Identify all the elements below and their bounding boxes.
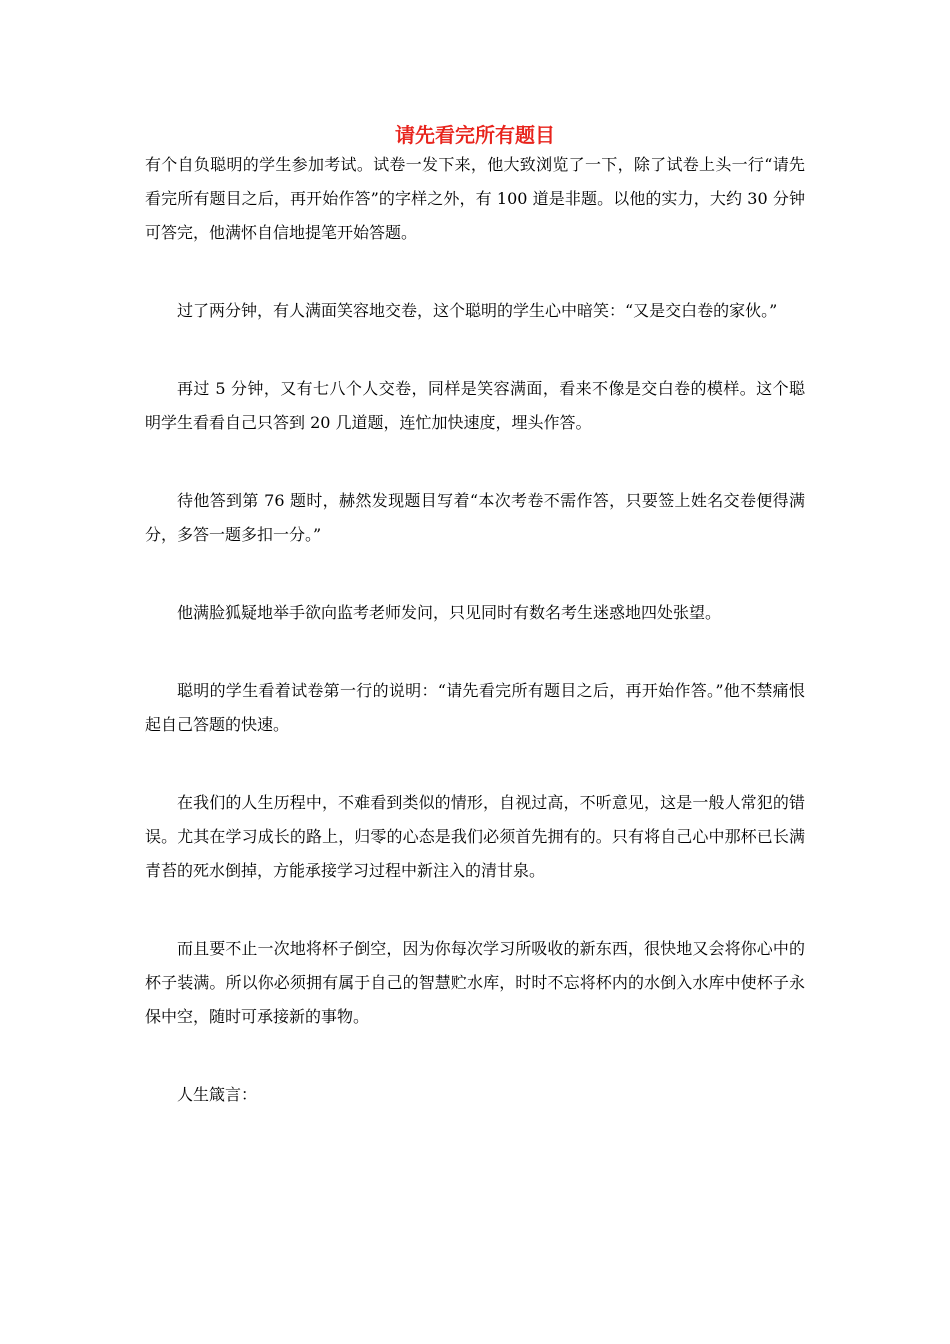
paragraph: 在我们的人生历程中，不难看到类似的情形，自视过高，不听意见，这是一般人常犯的错误。尤其在学习成长的路上，归零的心态是我们必须首先拥有的。只有将自己心中那杯已长满青苔的死水倒掉，方能承接学习过程中新注入的清甘泉。 bbox=[145, 793, 805, 880]
paragraph: 过了两分钟，有人满面笑容地交卷，这个聪明的学生心中暗笑：“又是交白卷的家伙。” bbox=[177, 301, 778, 320]
document-title: 请先看完所有题目 bbox=[395, 123, 555, 147]
paragraph: 再过 5 分钟，又有七八个人交卷，同样是笑容满面，看来不像是交白卷的模样。这个聪明学生看看自己只答到 20 几道题，连忙加快速度，埋头作答。 bbox=[145, 379, 805, 432]
paragraph: 而且要不止一次地将杯子倒空，因为你每次学习所吸收的新东西，很快地又会将你心中的杯子装满。所以你必须拥有属于自己的智慧贮水库，时时不忘将杯内的水倒入水库中使杯子永保中空，随时可承接新的事物。 bbox=[145, 939, 805, 1026]
document-body bbox=[145, 148, 805, 1112]
paragraph: 他满脸狐疑地举手欲向监考老师发问，只见同时有数名考生迷惑地四处张望。 bbox=[177, 603, 722, 622]
paragraph: 待他答到第 76 题时，赫然发现题目写着“本次考卷不需作答，只要签上姓名交卷便得满分，多答一题多扣一分。” bbox=[145, 491, 805, 544]
paragraph: 人生箴言： bbox=[177, 1085, 258, 1104]
paragraph: 聪明的学生看着试卷第一行的说明：“请先看完所有题目之后，再开始作答。”他不禁痛恨起自己答题的快速。 bbox=[145, 681, 805, 734]
paragraph: 有个自负聪明的学生参加考试。试卷一发下来，他大致浏览了一下，除了试卷上头一行“请先看完所有题目之后，再开始作答”的字样之外，有 100 道是非题。以他的实力，大约 30 分钟可答完，他满怀自信地提笔开始答题。 bbox=[145, 155, 805, 242]
